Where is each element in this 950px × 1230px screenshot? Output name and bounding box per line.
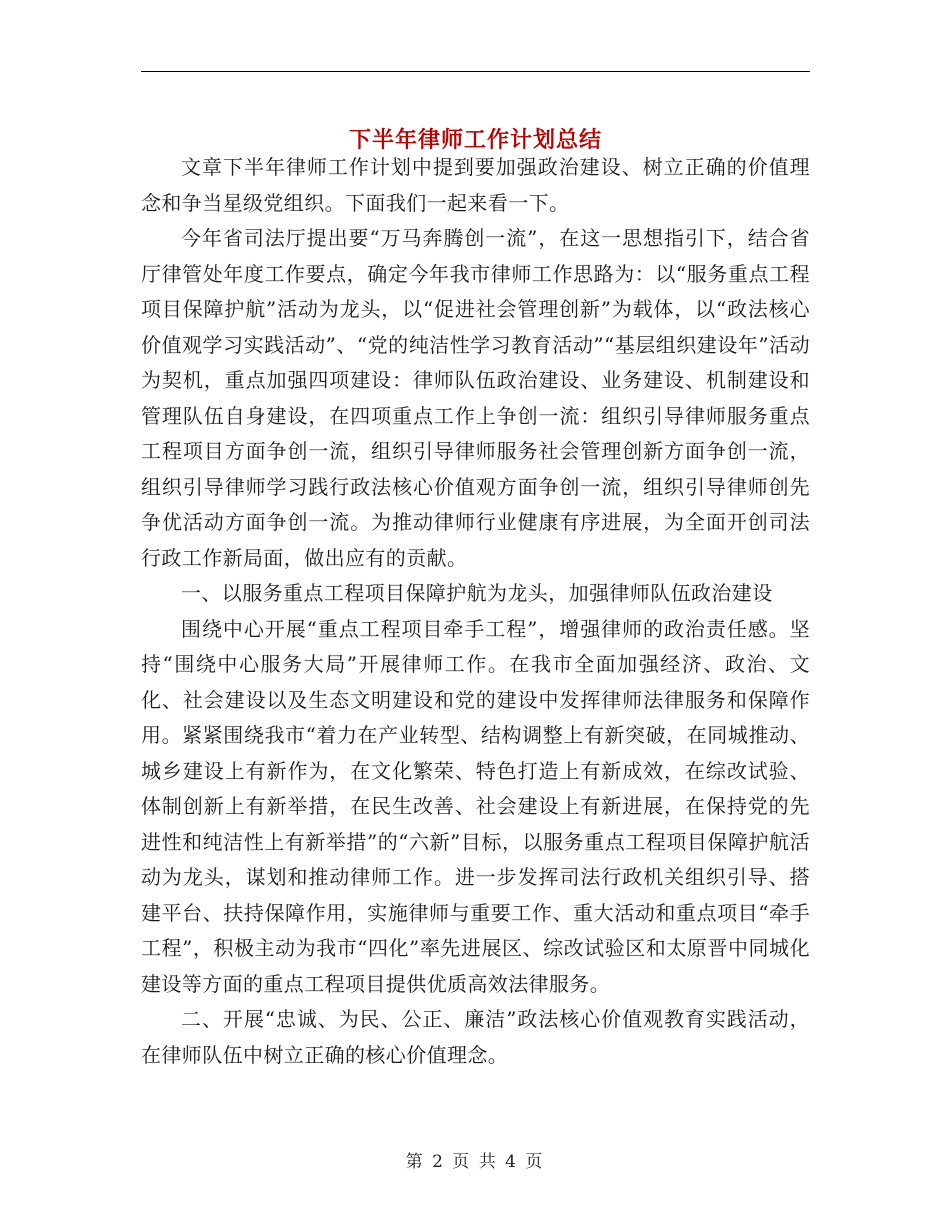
page-number-footer: 第 2 页 共 4 页 — [405, 1152, 545, 1172]
section-heading-1: 一、以服务重点工程项目保障护航为龙头，加强律师队伍政治建设 — [181, 581, 773, 605]
paragraph-intro: 文章下半年律师工作计划中提到要加强政治建设、树立正确的价值理念和争当星级党组织。下面我们一起来看一下。 — [141, 155, 810, 215]
section-heading-2: 二、开展“忠诚、为民、公正、廉洁”政法核心价值观教育实践活动，在律师队伍中树立正确的核心价值理念。 — [141, 1007, 810, 1067]
header-rule — [141, 71, 810, 72]
paragraph-section-1-body: 围绕中心开展“重点工程项目牵手工程”，增强律师的政治责任感。坚持“围绕中心服务大局”开展律师工作。在我市全面加强经济、政治、文化、社会建设以及生态文明建设和党的建设中发挥律师法律服务和保障作用。紧紧围绕我市“着力在产业转型、结构调整上有新突破，在同城推动、城乡建设上有新作为，在文化繁荣、特色打造上有新成效，在综改试验、体制创新上有新举措，在民生改善、社会建设上有新进展，在保持党的先进性和纯洁性上有新举措”的“六新”目标，以服务重点工程项目保障护航活动为龙头，谋划和推动律师工作。进一步发挥司法行政机关组织引导、搭建平台、扶持保障作用，实施律师与重要工作、重大活动和重点项目“牵手工程”，积极主动为我市“四化”率先进展区、综改试验区和太原晋中同城化建设等方面的重点工程项目提供优质高效法律服务。 — [141, 616, 810, 996]
paragraph-work-approach: 今年省司法厅提出要“万马奔腾创一流”，在这一思想指引下，结合省厅律管处年度工作要点，确定今年我市律师工作思路为：以“服务重点工程项目保障护航”活动为龙头，以“促进社会管理创新”为载体，以“政法核心价值观学习实践活动”、“党的纯洁性学习教育活动”“基层组织建设年”活动为契机，重点加强四项建设：律师队伍政治建设、业务建设、机制建设和管理队伍自身建设，在四项重点工作上争创一流：组织引导律师服务重点工程项目方面争创一流，组织引导律师服务社会管理创新方面争创一流，组织引导律师学习践行政法核心价值观方面争创一流，组织引导律师创先争优活动方面争创一流。为推动律师行业健康有序进展，为全面开创司法行政工作新局面，做出应有的贡献。 — [141, 226, 810, 570]
document-title: 下半年律师工作计划总结 — [348, 127, 602, 153]
document-body — [141, 150, 810, 1073]
